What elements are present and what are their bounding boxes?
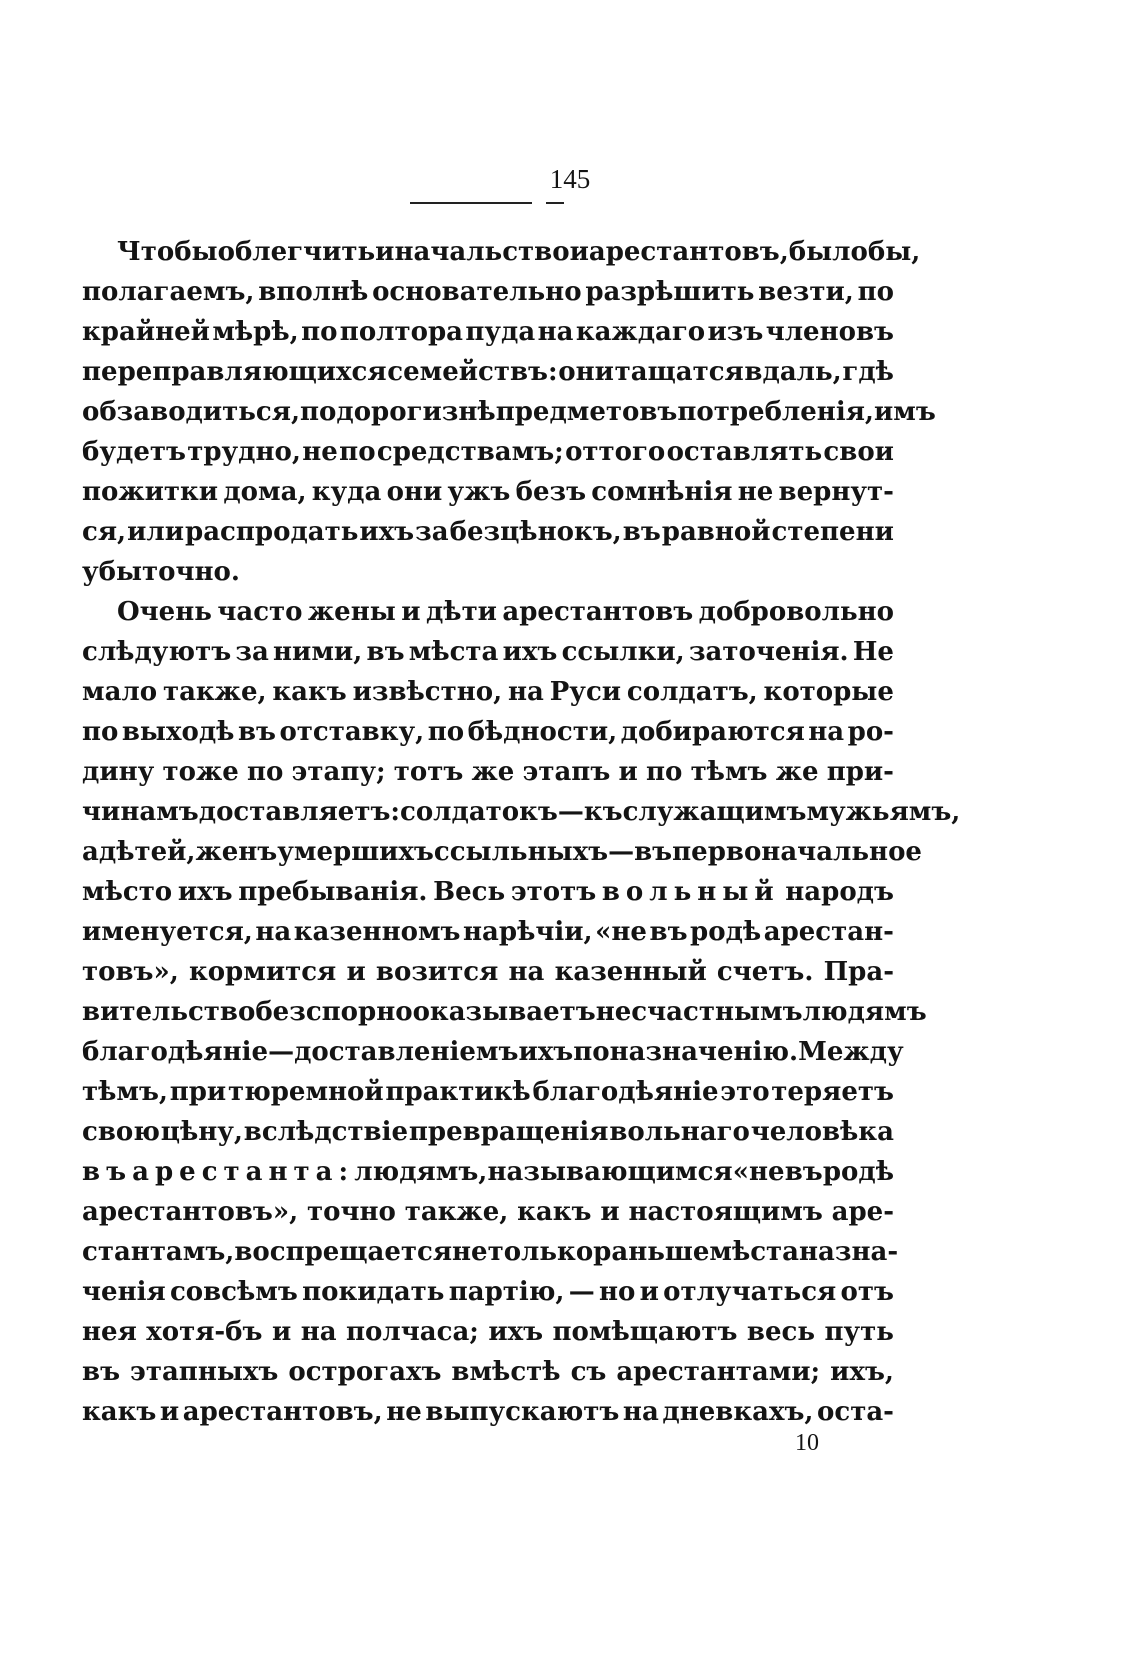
word: не: [386, 1397, 422, 1427]
word: полагаемъ,: [82, 277, 255, 307]
word: а: [82, 837, 99, 867]
word: Весь: [433, 877, 506, 907]
word: казенный: [554, 957, 707, 987]
word: на: [808, 717, 845, 747]
word: за: [415, 517, 449, 547]
word: въ: [622, 517, 661, 547]
word: оставлять: [666, 437, 823, 467]
text-line: [82, 232, 921, 272]
word: гдѣ: [842, 357, 894, 387]
word: въ: [649, 917, 688, 947]
word: ихъ,: [830, 1357, 894, 1387]
word: нарѣчіи,: [463, 917, 593, 947]
text-line: [82, 752, 894, 792]
word: по: [300, 397, 337, 427]
text-line: [82, 872, 894, 912]
word: бѣдности,: [467, 717, 618, 747]
word: этапъ: [522, 757, 611, 787]
word: именуется,: [82, 917, 253, 947]
word: мѣста: [709, 1237, 800, 1267]
word: называющимся: [487, 1157, 733, 1187]
word: Пра-: [823, 957, 894, 987]
word: дѣтей,: [98, 837, 196, 867]
word: отставку,: [279, 717, 425, 747]
word: солдатъ,: [626, 677, 758, 707]
word: арестантовъ,: [182, 1397, 383, 1427]
word: хотя-бъ: [146, 1317, 263, 1347]
text-line: [82, 1072, 894, 1112]
word: воспрещается: [234, 1237, 453, 1267]
word: цѣну,: [160, 1117, 243, 1147]
word: партію,: [448, 1277, 565, 1307]
word: по: [645, 757, 683, 787]
word: не: [452, 1237, 488, 1267]
word: ссыльныхъ—въ: [433, 837, 673, 867]
word: теряетъ: [771, 1077, 894, 1107]
word: на: [622, 1397, 659, 1427]
text-line: [82, 1112, 894, 1152]
word: дину: [82, 757, 155, 787]
word: оказываетъ: [412, 997, 596, 1027]
word: средствамъ;: [376, 437, 564, 467]
word: Очень: [117, 597, 212, 627]
word: по: [82, 717, 119, 747]
word: куда: [311, 477, 382, 507]
word: ихъ: [359, 517, 415, 547]
word: распродать: [185, 517, 359, 547]
paragraph: [82, 592, 961, 1432]
word: вернут-: [778, 477, 894, 507]
word: тюремной: [227, 1077, 384, 1107]
word: же: [471, 757, 515, 787]
word: несчастнымъ: [595, 997, 803, 1027]
word: везти,: [758, 277, 854, 307]
word: тотъ: [393, 757, 464, 787]
word: мало: [82, 677, 158, 707]
page-number: 145: [549, 164, 591, 194]
word: арестантами;: [616, 1357, 821, 1387]
word: вольнаго: [609, 1117, 750, 1147]
word: обзаводиться,: [82, 397, 300, 427]
word: полчаса;: [346, 1317, 479, 1347]
word: выходѣ: [121, 717, 235, 747]
word: какъ: [517, 1197, 592, 1227]
word: умершихъ: [277, 837, 434, 867]
text-line: [82, 712, 894, 752]
word: путь: [824, 1317, 894, 1347]
word: мужьямъ,: [806, 797, 961, 827]
word: кормится: [188, 957, 337, 987]
word: при: [169, 1077, 227, 1107]
text-line: [82, 792, 961, 832]
word: ся,: [82, 517, 127, 547]
word: чинамъ: [82, 797, 199, 827]
header-rule-left: [410, 202, 532, 204]
word: тащатся: [614, 357, 744, 387]
word: какъ: [82, 1397, 157, 1427]
text-line: [82, 1032, 904, 1072]
word: полтора: [339, 317, 463, 347]
word: отъ: [840, 1277, 894, 1307]
word: арестантовъ,: [588, 237, 789, 267]
word: только: [487, 1237, 594, 1267]
word: аре-: [831, 1197, 894, 1227]
word: при-: [826, 757, 894, 787]
word: вдаль,: [744, 357, 842, 387]
word: настоящимъ: [628, 1197, 823, 1227]
word: Чтобы: [117, 237, 218, 267]
header-rule-right: [546, 202, 564, 204]
text-line: [82, 592, 894, 632]
word: какъ: [272, 677, 347, 707]
word: но: [598, 1277, 636, 1307]
text-line: [82, 952, 894, 992]
word: переправляющихся: [82, 357, 387, 387]
word: первоначальное: [672, 837, 922, 867]
word: они: [558, 357, 614, 387]
word: покидать: [302, 1277, 445, 1307]
word: «не: [732, 1157, 785, 1187]
word: трудно,: [187, 437, 301, 467]
word: облегчить: [217, 237, 376, 267]
word: тѣмъ,: [82, 1077, 168, 1107]
word: на: [508, 677, 544, 707]
word: свою: [82, 1117, 160, 1147]
word: практикѣ: [385, 1077, 531, 1107]
word: безцѣнокъ,: [449, 517, 622, 547]
word: каждаго: [575, 317, 706, 347]
word: ченія: [82, 1277, 166, 1307]
text-line: [82, 512, 894, 552]
word: казенномъ: [293, 917, 461, 947]
word: заточенія.: [688, 637, 849, 667]
text-line: [82, 832, 922, 872]
word: тѣмъ: [690, 757, 768, 787]
word: ро-: [847, 717, 894, 747]
word: на: [300, 1317, 337, 1347]
word: —: [268, 1037, 295, 1067]
word: предметовъ: [495, 397, 678, 427]
word: было: [788, 237, 868, 267]
word: пуда: [465, 317, 536, 347]
word: и: [346, 957, 366, 987]
word: Не: [852, 637, 894, 667]
word: и: [271, 1317, 292, 1347]
word: помѣщаютъ: [552, 1317, 738, 1347]
word: мѣсто: [82, 877, 173, 907]
word: и: [401, 597, 421, 627]
word: отлучаться: [663, 1277, 837, 1307]
text-line: [82, 1352, 894, 1392]
text-line: [82, 392, 936, 432]
word: по: [573, 1037, 610, 1067]
text-line: [82, 432, 894, 472]
word: дѣти: [425, 597, 497, 627]
word: также,: [162, 677, 267, 707]
word: свои: [823, 437, 894, 467]
word: оттого: [565, 437, 666, 467]
word: людямъ,: [354, 1157, 488, 1187]
word: человѣка: [750, 1117, 894, 1147]
text-line: [82, 352, 894, 392]
word: доставляетъ:: [198, 797, 400, 827]
word: ними,: [273, 637, 363, 667]
word: на: [255, 917, 292, 947]
word: пожитки: [82, 477, 219, 507]
word: благодѣяніе: [82, 1037, 269, 1067]
word: «не: [595, 917, 647, 947]
word: дома,: [223, 477, 307, 507]
word: совсѣмъ: [169, 1277, 298, 1307]
word: въ: [237, 717, 276, 747]
word: же: [775, 757, 819, 787]
word: тоже: [162, 757, 239, 787]
word: мѣрѣ,: [212, 317, 299, 347]
text-line: [82, 1272, 894, 1312]
word: равной: [661, 517, 771, 547]
word: въ: [366, 637, 405, 667]
word: слѣдуютъ: [82, 637, 232, 667]
word: это: [720, 1077, 770, 1107]
word: основательно: [372, 277, 582, 307]
word: этапу;: [291, 757, 386, 787]
word: женъ: [195, 837, 278, 867]
text-line: [82, 1232, 899, 1272]
word: и: [600, 1197, 620, 1227]
word: арестантовъ»,: [82, 1197, 299, 1227]
word: и: [375, 237, 395, 267]
word: ихъ: [177, 877, 233, 907]
word: членовъ: [765, 317, 894, 347]
text-line: [82, 552, 894, 592]
word: и: [569, 237, 589, 267]
word: доставленіемъ: [294, 1037, 519, 1067]
word: превращенія: [408, 1117, 609, 1147]
word: извѣстно,: [352, 677, 503, 707]
word: въ: [82, 1357, 121, 1387]
word: стантамъ,: [82, 1237, 235, 1267]
word: на: [508, 957, 545, 987]
word: не: [737, 477, 774, 507]
word: съ: [570, 1357, 607, 1387]
word: вительство: [82, 997, 256, 1027]
word: безспорно: [255, 997, 413, 1027]
word: по: [301, 317, 338, 347]
word: они: [386, 477, 443, 507]
text-line: [82, 272, 894, 312]
word: дорогизнѣ: [336, 397, 496, 427]
word: вмѣстѣ: [451, 1357, 561, 1387]
word: убыточно.: [82, 557, 240, 587]
word: изъ: [707, 317, 764, 347]
word: или: [127, 517, 185, 547]
word: мѣста: [408, 637, 499, 667]
word: Между: [798, 1037, 904, 1067]
word: вслѣдствіе: [243, 1117, 409, 1147]
text-line: [82, 672, 894, 712]
word: назначенію.: [609, 1037, 799, 1067]
word: благодѣяніе: [532, 1077, 719, 1107]
word: по: [427, 717, 465, 747]
word: ихъ: [488, 1317, 544, 1347]
word: людямъ: [802, 997, 927, 1027]
word: будетъ: [82, 437, 186, 467]
word: оста-: [817, 1397, 894, 1427]
word: не: [302, 437, 338, 467]
body-text: [82, 232, 961, 1432]
word: разрѣшить: [585, 277, 755, 307]
word: возится: [375, 957, 499, 987]
text-line: [82, 632, 894, 672]
word: и: [639, 1277, 659, 1307]
word: начальство: [394, 237, 570, 267]
word: вполнѣ: [258, 277, 369, 307]
text-line: [82, 1392, 894, 1432]
word: крайней: [82, 317, 210, 347]
word: и: [159, 1397, 180, 1427]
word: за: [235, 637, 269, 667]
word: также,: [404, 1197, 509, 1227]
word: по: [246, 757, 284, 787]
word: которые: [763, 677, 894, 707]
word: выпускаютъ: [425, 1397, 620, 1427]
text-line: [82, 1192, 894, 1232]
text-line: [82, 1152, 894, 1192]
word: безъ: [515, 477, 587, 507]
word: ужъ: [447, 477, 511, 507]
text-line: [82, 992, 927, 1032]
word: въ: [82, 1157, 133, 1187]
word: семействъ:: [387, 357, 558, 387]
word: ихъ: [502, 637, 558, 667]
word: родѣ: [822, 1157, 894, 1187]
word: нея: [82, 1317, 137, 1347]
word: по: [339, 437, 376, 467]
signature-mark: 10: [795, 1430, 819, 1456]
word: дневкахъ,: [662, 1397, 814, 1427]
word: степени: [771, 517, 894, 547]
word: сомнѣнія: [591, 477, 733, 507]
word: ихъ: [518, 1037, 574, 1067]
word: имъ: [873, 397, 936, 427]
word: солдатокъ—къ: [400, 797, 623, 827]
word: и: [618, 757, 638, 787]
word: —: [568, 1277, 595, 1307]
word: добровольно: [698, 597, 894, 627]
paragraph: [82, 232, 936, 592]
word: въ: [784, 1157, 823, 1187]
word: острогахъ: [288, 1357, 442, 1387]
word: счетъ.: [716, 957, 814, 987]
word: ссылки,: [561, 637, 685, 667]
word: вольный: [601, 877, 780, 907]
word: арестантовъ: [502, 597, 694, 627]
word: Руси: [549, 677, 622, 707]
word: арестан-: [763, 917, 894, 947]
word: пребыванія.: [238, 877, 428, 907]
word: потребленія,: [677, 397, 874, 427]
word: на: [537, 317, 574, 347]
word: добираются: [620, 717, 805, 747]
text-line: [82, 912, 894, 952]
word: служащимъ: [622, 797, 807, 827]
word: этапныхъ: [130, 1357, 279, 1387]
text-line: [82, 1312, 894, 1352]
word: весь: [746, 1317, 816, 1347]
word: арестанта:: [132, 1157, 355, 1187]
word: по: [857, 277, 894, 307]
word: народъ: [785, 877, 894, 907]
word: часто: [217, 597, 303, 627]
word: этотъ: [510, 877, 597, 907]
word: назна-: [799, 1237, 899, 1267]
word: жены: [307, 597, 396, 627]
text-line: [82, 312, 894, 352]
word: товъ»,: [82, 957, 179, 987]
text-line: [82, 472, 894, 512]
word: бы,: [867, 237, 921, 267]
word: раньше: [593, 1237, 710, 1267]
word: точно: [307, 1197, 396, 1227]
word: родѣ: [690, 917, 762, 947]
